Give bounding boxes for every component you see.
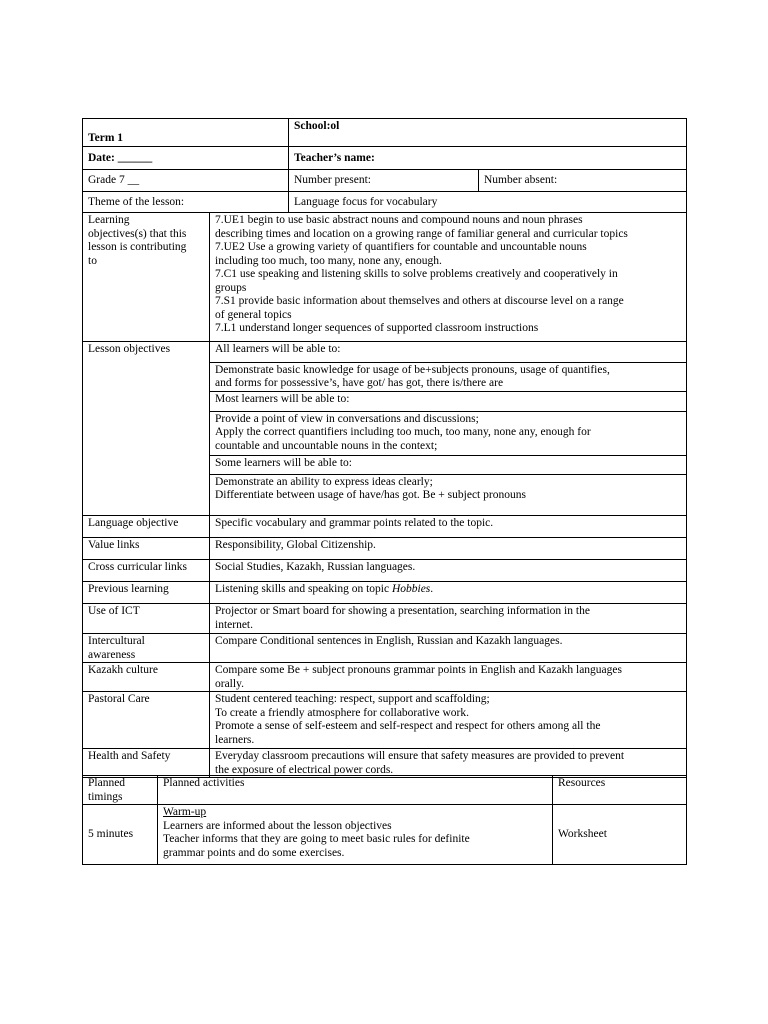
intercultural-value: Compare Conditional sentences in English, Russian and Kazakh languages.: [215, 635, 563, 647]
date-label: Date: ______: [88, 151, 153, 164]
most-learners-lines-cell: [210, 411, 686, 455]
learning-objective-line: describing times and location on a growing range of familiar general and curricular topics: [215, 227, 628, 240]
health-safety-line: Everyday classroom precautions will ensure that safety measures are provided to prevent: [215, 750, 625, 762]
planned-activities-label: Planned activities: [163, 777, 245, 789]
use-of-ict-label: Use of ICT: [88, 605, 140, 617]
cross-curricular-label-cell: [83, 560, 210, 582]
resources-header: [553, 776, 687, 805]
learning-objective-line: of general topics: [215, 308, 292, 321]
timing-cell: [83, 805, 158, 865]
resource-cell: [553, 805, 687, 865]
lesson-objectives-value-cell: [210, 342, 687, 516]
all-learners-lines-cell: [210, 362, 686, 391]
cross-curricular-value: Social Studies, Kazakh, Russian languages.: [215, 561, 416, 573]
planning-table: [82, 775, 687, 865]
all-learners-cell: [210, 342, 686, 362]
lesson-objectives-label-cell: [83, 342, 210, 516]
value-links-value-cell: [210, 538, 687, 560]
use-of-ict-line: internet.: [215, 618, 253, 631]
theme-value-cell: [289, 192, 687, 213]
pastoral-care-label: Pastoral Care: [88, 693, 150, 705]
learning-objectives-label: lesson is contributing: [88, 241, 187, 253]
cross-curricular-label: Cross curricular links: [88, 561, 188, 573]
pastoral-care-value-cell: [210, 692, 687, 749]
all-learners-line: Demonstrate basic knowledge for usage of be+subjects pronouns, usage of quantifies,: [215, 363, 610, 376]
pastoral-care-line: Student centered teaching: respect, support and scaffolding;: [215, 693, 490, 705]
all-learners-line: and forms for possessive’s, have got/ has got, there is/there are: [215, 377, 504, 389]
number-present-label: Number present:: [294, 174, 371, 187]
previous-learning-topic: Hobbies: [391, 583, 431, 595]
intercultural-value-cell: [210, 634, 687, 663]
most-learners-line: countable and uncountable nouns in the context;: [215, 439, 438, 452]
theme-value: Language focus for vocabulary: [294, 195, 438, 208]
teacher-cell: [289, 147, 687, 170]
intercultural-label: Intercultural: [88, 635, 145, 647]
learning-objective-line: 7.C1 use speaking and listening skills to solve problems creatively and cooperatively in: [215, 268, 618, 280]
pastoral-care-line: learners.: [215, 733, 255, 746]
learning-objectives-value-cell: [210, 213, 687, 342]
previous-learning-value: Listening skills and speaking on topic: [215, 583, 392, 595]
health-safety-line: the exposure of electrical power cords.: [215, 763, 394, 776]
learning-objective-line: groups: [215, 281, 247, 294]
resource-value: Worksheet: [558, 828, 607, 841]
activity-title: Warm-up: [163, 806, 207, 818]
learning-objectives-label: objectives(s) that this: [88, 227, 187, 240]
theme-label: Theme of the lesson:: [88, 195, 185, 208]
previous-learning-suffix: .: [430, 583, 434, 595]
planned-activities-header: [158, 776, 553, 805]
pastoral-care-line: Promote a sense of self-esteem and self-respect and respect for others among all the: [215, 720, 601, 732]
intercultural-label: awareness: [88, 648, 136, 661]
planned-timings-header: [83, 776, 158, 805]
learning-objective-line: 7.L1 understand longer sequences of supported classroom instructions: [215, 322, 539, 334]
teacher-name-label: Teacher’s name:: [294, 151, 375, 164]
most-learners-line: Provide a point of view in conversations and discussions;: [215, 412, 479, 425]
planned-timings-label: timings: [88, 790, 123, 803]
health-safety-label-cell: [83, 749, 210, 778]
most-learners-heading: Most learners will be able to:: [215, 392, 350, 405]
previous-learning-value-cell: [210, 582, 687, 604]
some-learners-line: Differentiate between usage of have/has got. Be + subject pronouns: [215, 489, 526, 501]
lesson-objectives-label: Lesson objectives: [88, 343, 171, 355]
term-cell: [83, 119, 289, 147]
most-learners-line: Apply the correct quantifiers including too much, too many, none any, enough for: [215, 426, 591, 438]
learning-objectives-label: to: [88, 254, 97, 267]
number-absent-cell: [479, 170, 687, 192]
value-links-label-cell: [83, 538, 210, 560]
use-of-ict-line: Projector or Smart board for showing a presentation, searching information in the: [215, 605, 590, 617]
grade-cell: [83, 170, 289, 192]
lesson-objectives-subtable: [210, 342, 686, 515]
objectives-table: [82, 212, 687, 778]
kazakh-culture-line: orally.: [215, 677, 244, 690]
all-learners-heading: All learners will be able to:: [215, 343, 341, 355]
language-objective-value-cell: [210, 516, 687, 538]
most-learners-cell: [210, 391, 686, 411]
school-label: School:ol: [294, 120, 340, 132]
language-objective-label: Language objective: [88, 517, 179, 529]
some-learners-lines-cell: [210, 474, 686, 515]
kazakh-culture-value-cell: [210, 663, 687, 692]
kazakh-culture-line: Compare some Be + subject pronouns grammar points in English and Kazakh languages: [215, 664, 622, 676]
school-cell: [289, 119, 687, 147]
some-learners-heading: Some learners will be able to:: [215, 456, 353, 469]
learning-objective-line: 7.UE2 Use a growing variety of quantifiers for countable and uncountable nouns: [215, 241, 587, 253]
use-of-ict-value-cell: [210, 604, 687, 634]
activity-cell: [158, 805, 553, 865]
learning-objectives-label: Learning: [88, 214, 130, 226]
previous-learning-label-cell: [83, 582, 210, 604]
theme-label-cell: [83, 192, 289, 213]
learning-objective-line: 7.S1 provide basic information about themselves and others at discourse level on a range: [215, 295, 624, 307]
timing-value: 5 minutes: [88, 828, 134, 841]
date-cell: [83, 147, 289, 170]
number-present-cell: [289, 170, 479, 192]
cross-curricular-value-cell: [210, 560, 687, 582]
language-objective-value: Specific vocabulary and grammar points related to the topic.: [215, 517, 494, 529]
some-learners-line: Demonstrate an ability to express ideas clearly;: [215, 475, 433, 488]
number-absent-label: Number absent:: [484, 174, 558, 187]
health-safety-value-cell: [210, 749, 687, 778]
resources-label: Resources: [558, 777, 606, 789]
value-links-label: Value links: [88, 539, 140, 551]
kazakh-culture-label-cell: [83, 663, 210, 692]
grade-label: Grade 7 __: [88, 174, 140, 187]
header-table: [82, 118, 687, 213]
language-objective-label-cell: [83, 516, 210, 538]
intercultural-label-cell: [83, 634, 210, 663]
use-of-ict-label-cell: [83, 604, 210, 634]
pastoral-care-line: To create a friendly atmosphere for collaborative work.: [215, 706, 469, 719]
activity-line: Learners are informed about the lesson objectives: [163, 819, 392, 832]
pastoral-care-label-cell: [83, 692, 210, 749]
health-safety-label: Health and Safety: [88, 750, 171, 762]
learning-objective-line: 7.UE1 begin to use basic abstract nouns and compound nouns and noun phrases: [215, 214, 583, 226]
kazakh-culture-label: Kazakh culture: [88, 664, 158, 676]
learning-objective-line: including too much, too many, none any, enough.: [215, 254, 442, 267]
learning-objectives-label-cell: [83, 213, 210, 342]
previous-learning-label: Previous learning: [88, 583, 169, 595]
value-links-value: Responsibility, Global Citizenship.: [215, 539, 376, 551]
term-label: Term 1: [88, 131, 124, 144]
activity-line: Teacher informs that they are going to meet basic rules for definite: [163, 833, 470, 845]
planned-timings-label: Planned: [88, 777, 126, 789]
some-learners-cell: [210, 455, 686, 474]
activity-line: grammar points and do some exercises.: [163, 846, 345, 859]
